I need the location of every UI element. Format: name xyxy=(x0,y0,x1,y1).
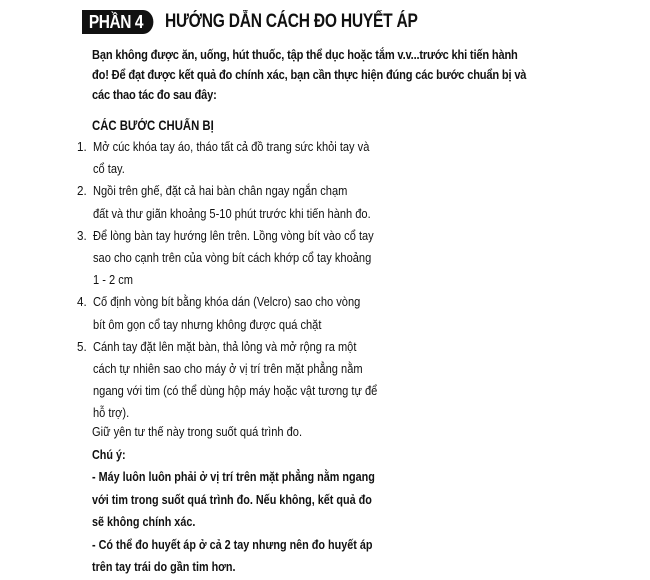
step-text-line: bít ôm gọn cổ tay nhưng không được quá chặt xyxy=(93,316,322,332)
step-5 xyxy=(77,336,407,425)
step-3 xyxy=(77,225,407,292)
section-header xyxy=(82,8,473,36)
step-number: 4. xyxy=(77,294,87,310)
intro-paragraph xyxy=(92,45,562,105)
note-heading: Chú ý: xyxy=(92,446,126,462)
step-text-line: Mở cúc khóa tay áo, tháo tất cả đồ trang sức khỏi tay và xyxy=(93,139,370,154)
step-text-line: đất và thư giãn khoảng 5-10 phút trước khi tiến hành đo. xyxy=(93,205,371,221)
section-title: HƯỚNG DẪN CÁCH ĐO HUYẾT ÁP xyxy=(165,11,418,32)
note-line: - Có thể đo huyết áp ở cả 2 tay nhưng nên đo huyết áp xyxy=(92,536,373,552)
step-2 xyxy=(77,180,407,224)
note-line: sẽ không chính xác. xyxy=(92,514,196,529)
step-number: 5. xyxy=(77,338,87,354)
step-text-line: Để lòng bàn tay hướng lên trên. Lồng vòng bít vào cổ tay xyxy=(93,227,374,243)
notes-block xyxy=(92,421,512,579)
step-text-line: Cánh tay đặt lên mặt bàn, thả lỏng và mở rộng ra một xyxy=(93,338,357,354)
section-badge: PHẦN 4 xyxy=(82,10,153,34)
step-text-line: sao cho cạnh trên của vòng bít cách khớp cổ tay khoảng xyxy=(93,250,372,266)
step-text-line: cách tự nhiên sao cho máy ở vị trí trên mặt phẳng nằm xyxy=(93,361,363,377)
intro-line: các thao tác đo sau đây: xyxy=(92,87,217,102)
step-1 xyxy=(77,136,407,180)
step-text-line: 1 - 2 cm xyxy=(93,272,134,288)
note-line: với tim trong suốt quá trình đo. Nếu không, kết quả đo xyxy=(92,491,372,507)
step-number: 1. xyxy=(77,139,87,154)
intro-line: Bạn không được ăn, uống, hút thuốc, tập thể dục hoặc tắm v.v...trước khi tiến hành xyxy=(92,47,518,62)
step-number: 2. xyxy=(77,183,87,199)
step-4 xyxy=(77,291,407,335)
step-text-line: Ngồi trên ghế, đặt cả hai bàn chân ngay ngắn chạm xyxy=(93,183,348,199)
step-number: 3. xyxy=(77,227,87,243)
step-text-line: ngang với tim (có thể dùng hộp máy hoặc vật tương tự để xyxy=(93,383,378,399)
intro-line: đo! Để đạt được kết quả đo chính xác, bạn cần thực hiện đúng các bước chuẩn bị và xyxy=(92,67,527,82)
step-text-line: hỗ trợ). xyxy=(93,405,130,421)
note-line: - Máy luôn luôn phải ở vị trí trên mặt phẳng nằm ngang xyxy=(92,469,375,484)
note-line: trên tay trái do gần tim hơn. xyxy=(92,559,236,574)
posture-note: Giữ yên tư thế này trong suốt quá trình đo. xyxy=(92,424,303,439)
step-text-line: Cố định vòng bít bằng khóa dán (Velcro) sao cho vòng xyxy=(93,294,361,310)
preparation-heading: CÁC BƯỚC CHUẨN BỊ xyxy=(92,118,214,133)
step-text-line: cổ tay. xyxy=(93,161,125,177)
preparation-steps xyxy=(77,136,407,425)
